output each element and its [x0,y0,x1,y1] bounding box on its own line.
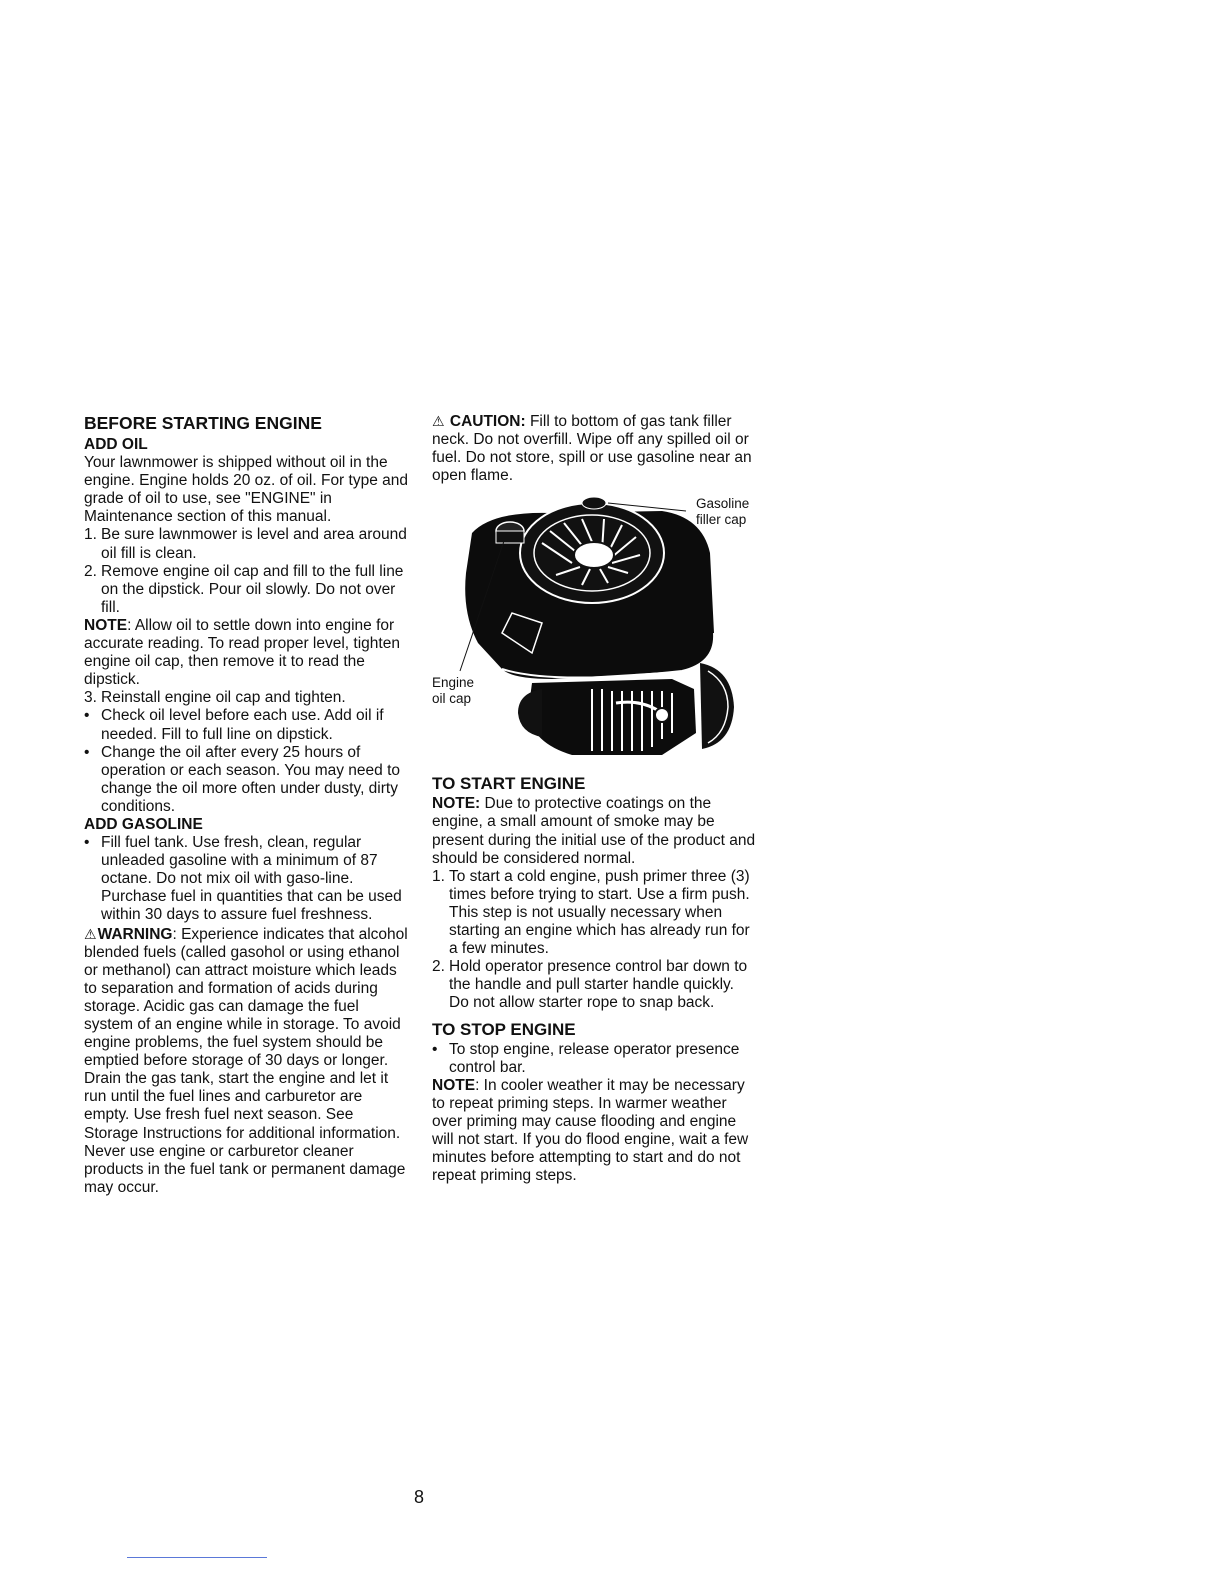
step-text: Be sure lawnmower is level and area around oil fill is clean. [101,526,407,562]
add-oil-bullet-2 [84,744,410,816]
step-text: Remove engine oil cap and fill to the full line on the dipstick. Pour oil slowly. Do not over fill. [101,562,404,616]
section-title-before-starting: BEFORE STARTING ENGINE [84,413,322,433]
step-number: 3. [84,689,97,707]
note-label: NOTE [432,1076,476,1094]
note-label: NOTE [84,616,128,634]
warning-text: : Experience indicates that alcohol blended fuels (called gasohol or using ethanol or methanol) can attract moisture which leads to separation and formation of acids during storage. Acidic gas can damage the fuel system of an engine while in storage. To avoid engine problems, the fuel system should be emptied before storage of 30 days or longer. Drain the gas tank, start the engine and let it run until the fuel lines and carburetor are empty. Use fresh fuel next season. See Storage Instructions for additional information. Never use engine or carburetor cleaner products in the fuel tank or permanent damage may occur. [84,925,408,1196]
caution-paragraph [432,412,758,485]
callout-gasoline-filler-cap [696,496,762,528]
engine-illustration [432,493,762,763]
callout-text: Engine oil cap [432,675,475,707]
bullet-text: Change the oil after every 25 hours of operation or each season. You may need to change the oil more often under dusty, dirty conditions. [101,743,401,815]
step-number: 1. [432,867,445,885]
bullet-text: Fill fuel tank. Use fresh, clean, regular unleaded gasoline with a minimum of 87 octane. Do not mix oil with gaso-line. Purchase fuel in quantities that can be used within 30 days to assure fuel freshness. [101,834,402,924]
bullet-icon: • [84,707,90,725]
footer-rule [127,1557,267,1558]
callout-engine-oil-cap [432,675,488,707]
add-oil-intro: Your lawnmower is shipped without oil in the engine. Engine holds 20 oz. of oil. For type and grade of oil to use, see "ENGINE" in Maintenance section of this manual. [84,454,408,526]
engine-figure [432,493,762,763]
add-oil-note [84,617,410,689]
add-oil-bullet-1 [84,707,410,743]
bullet-icon: • [84,834,90,852]
stop-note [432,1077,758,1186]
warning-icon: ⚠ [84,925,97,942]
page-number: 8 [414,1487,425,1507]
heading-add-gasoline: ADD GASOLINE [84,815,203,833]
add-oil-step-2 [84,563,410,617]
bullet-text: Check oil level before each use. Add oil if needed. Fill to full line on dipstick. [101,707,384,743]
step-number: 1. [84,526,97,544]
start-step-1 [432,868,758,958]
caution-text: Fill to bottom of gas tank filler neck. Do not overfill. Wipe off any spilled oil or fuel. Do not store, spill or use gasoline near an open flame. [432,413,752,485]
heading-to-start-engine: TO START ENGINE [432,774,586,794]
start-note [432,795,758,867]
left-column [84,412,410,1197]
caution-label: CAUTION: [449,413,526,430]
note-text: Due to protective coatings on the engine, a small amount of smoke may be present during the initial use of the product and should be considered normal. [432,795,756,867]
warning-paragraph [84,925,410,1197]
warning-label: WARNING [97,925,173,943]
note-label: NOTE: [432,795,481,813]
step-text: Hold operator presence control bar down to the handle and pull starter handle quickly. Do not allow starter rope to snap back. [449,958,748,1012]
bullet-icon: • [84,743,90,761]
right-column [432,412,758,1185]
bullet-text: To stop engine, release operator presence control bar. [449,1040,740,1076]
heading-add-oil: ADD OIL [84,436,148,453]
caution-icon: ⚠ [432,413,445,429]
step-text: Reinstall engine oil cap and tighten. [101,689,346,707]
add-oil-step-3 [84,689,410,707]
note-text: : In cooler weather it may be necessary to repeat priming steps. In warmer weather over priming may cause flooding and engine will not start. If you do flood engine, wait a few minutes before attempting to start and do not repeat priming steps. [432,1076,749,1185]
step-number: 2. [432,958,445,976]
step-number: 2. [84,562,97,580]
step-text: To start a cold engine, push primer three (3) times before trying to start. Use a firm push. This step is not usually necessary when starting an engine which has already run for a few minutes. [449,867,750,958]
add-gasoline-bullet-1 [84,834,410,924]
stop-bullet-1 [432,1041,758,1077]
callout-text: Gasoline filler cap [696,496,750,528]
note-text: : Allow oil to settle down into engine for accurate reading. To read proper level, tighten engine oil cap, then remove it to read the dipstick. [84,616,400,689]
start-step-2 [432,958,758,1012]
bullet-icon: • [432,1040,438,1058]
add-oil-step-1 [84,526,410,562]
heading-to-stop-engine: TO STOP ENGINE [432,1019,576,1039]
